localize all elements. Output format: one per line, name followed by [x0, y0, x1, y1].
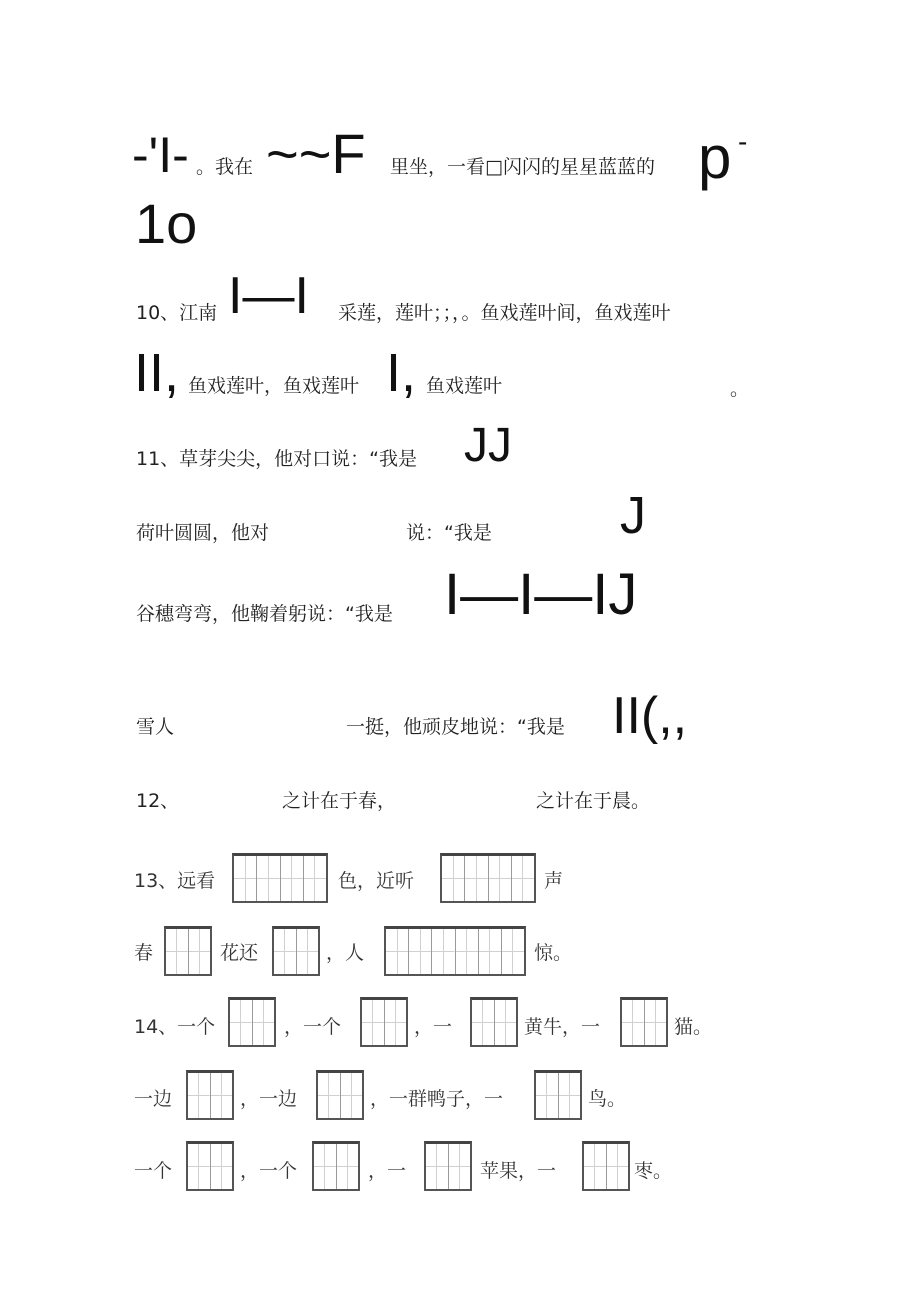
- text-segment: 一个: [134, 1160, 173, 1182]
- text-segment: 色，近听: [338, 870, 415, 892]
- question-12-label: 12、: [136, 790, 180, 812]
- writing-grid[interactable]: [312, 1141, 360, 1191]
- writing-grid[interactable]: [620, 997, 668, 1047]
- text-segment: 苹果，一: [480, 1160, 557, 1182]
- text-segment: 。我在: [196, 156, 254, 178]
- text-segment: ，一个: [284, 1016, 342, 1038]
- text-segment: ，一个: [240, 1160, 298, 1182]
- text-segment: 说：“我是: [406, 522, 492, 544]
- text-segment: 谷穗弯弯，他鞠着躬说：“我是: [136, 603, 393, 625]
- writing-grid[interactable]: [470, 997, 518, 1047]
- text-segment: 采莲，莲叶；；，。鱼戏莲叶间，鱼戏莲叶: [338, 302, 671, 324]
- text-segment: 鸟。: [588, 1088, 627, 1110]
- writing-grid[interactable]: [186, 1070, 234, 1120]
- garbled-glyph: p: [698, 124, 732, 191]
- text-segment: 里坐，一看□闪闪的星星蓝蓝的: [390, 156, 655, 178]
- garbled-glyph: -: [738, 126, 748, 157]
- text-segment: 。: [730, 378, 750, 400]
- writing-grid[interactable]: [384, 926, 526, 976]
- writing-grid[interactable]: [316, 1070, 364, 1120]
- writing-grid[interactable]: [186, 1141, 234, 1191]
- garbled-glyph: J: [620, 487, 646, 545]
- garbled-glyph: -'I-: [132, 127, 189, 183]
- text-segment: ，一: [368, 1160, 407, 1182]
- garbled-glyph: JJ: [464, 419, 512, 472]
- question-11-label: 11、草芽尖尖，他对口说：“我是: [136, 448, 418, 470]
- writing-grid[interactable]: [360, 997, 408, 1047]
- garbled-glyph: I—I—IJ: [444, 562, 638, 627]
- writing-grid[interactable]: [228, 997, 276, 1047]
- text-segment: 荷叶圆圆，他对: [136, 522, 270, 544]
- text-segment: 一挺，他顽皮地说：“我是: [346, 716, 565, 738]
- text-segment: 之计在于晨。: [536, 790, 651, 812]
- writing-grid[interactable]: [424, 1141, 472, 1191]
- garbled-glyph: 1o: [135, 192, 198, 255]
- writing-grid[interactable]: [582, 1141, 630, 1191]
- text-segment: 一边: [134, 1088, 173, 1110]
- garbled-glyph: I,: [386, 343, 417, 403]
- text-segment: ，一: [414, 1016, 453, 1038]
- text-segment: ，一群鸭子，一: [370, 1088, 504, 1110]
- garbled-glyph: ~~F: [266, 122, 366, 185]
- text-segment: 黄牛，一: [524, 1016, 601, 1038]
- text-segment: ，一边: [240, 1088, 298, 1110]
- question-10-label: 10、江南: [136, 302, 218, 324]
- question-14-label: 14、一个: [134, 1016, 216, 1038]
- question-13-label: 13、远看: [134, 870, 216, 892]
- text-segment: 猫。: [674, 1016, 713, 1038]
- writing-grid[interactable]: [272, 926, 320, 976]
- writing-grid[interactable]: [534, 1070, 582, 1120]
- text-segment: ，人: [326, 942, 365, 964]
- text-segment: 惊。: [534, 942, 573, 964]
- garbled-glyph: II,: [134, 343, 180, 403]
- writing-grid[interactable]: [232, 853, 328, 903]
- text-segment: 鱼戏莲叶，鱼戏莲叶: [188, 375, 360, 397]
- text-segment: 花还: [220, 942, 259, 964]
- garbled-glyph: II(,,: [612, 687, 688, 745]
- text-segment: 之计在于春，: [282, 790, 397, 812]
- text-segment: 枣。: [634, 1160, 673, 1182]
- text-segment: 声: [544, 870, 564, 892]
- garbled-glyph: I—I: [228, 267, 309, 325]
- writing-grid[interactable]: [440, 853, 536, 903]
- writing-grid[interactable]: [164, 926, 212, 976]
- text-segment: 鱼戏莲叶: [426, 375, 503, 397]
- text-segment: 春: [134, 942, 154, 964]
- text-segment: 雪人: [136, 716, 175, 738]
